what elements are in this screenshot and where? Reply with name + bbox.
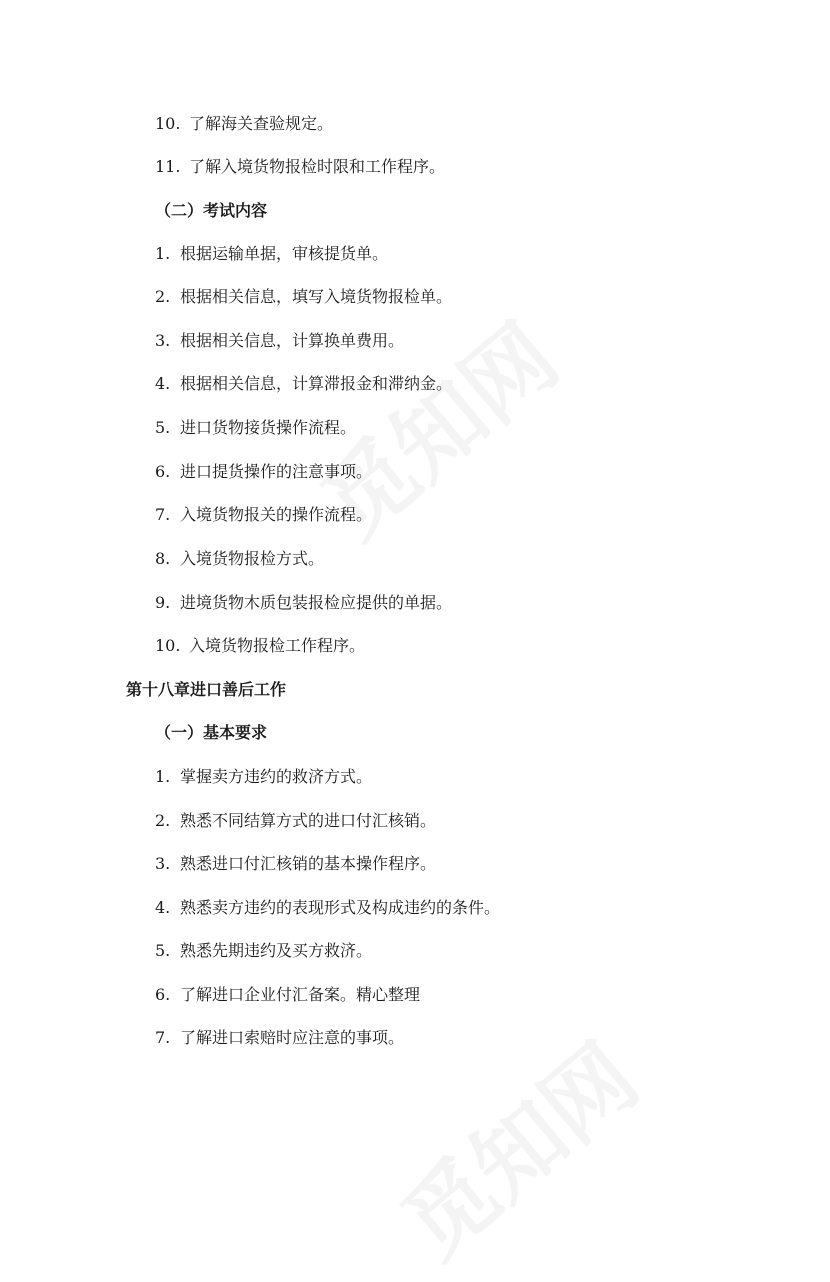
list-item xyxy=(155,985,420,1005)
list-item xyxy=(155,593,452,613)
list-item xyxy=(155,462,372,482)
list-item xyxy=(155,418,356,438)
chapter-title: 第十八章进口善后工作 xyxy=(126,680,287,699)
list-item-text: 熟悉卖方违约的表现形式及构成违约的条件。 xyxy=(180,898,501,917)
list-item-number: 11. xyxy=(155,157,181,176)
list-item-text: 入境货物报检工作程序。 xyxy=(189,636,366,655)
watermark xyxy=(370,1008,660,1281)
list-item-text: 根据相关信息，计算滞报金和滞纳金。 xyxy=(180,374,453,393)
list-item-number: 4. xyxy=(155,898,171,917)
list-item xyxy=(155,854,436,874)
list-item xyxy=(155,549,324,569)
list-item-text: 熟悉不同结算方式的进口付汇核销。 xyxy=(180,811,437,830)
section-heading: （二）考试内容 xyxy=(155,201,268,220)
list-item xyxy=(155,1028,404,1048)
list-item-text: 了解进口企业付汇备案。精心整理 xyxy=(180,985,421,1004)
list-item-number: 6. xyxy=(155,985,171,1004)
list-item-number: 7. xyxy=(155,1028,171,1047)
list-item-number: 4. xyxy=(155,374,171,393)
list-item xyxy=(155,114,333,134)
list-item-number: 1. xyxy=(155,244,171,263)
list-item-text: 根据相关信息，填写入境货物报检单。 xyxy=(180,287,453,306)
list-item-text: 入境货物报关的操作流程。 xyxy=(180,505,373,524)
list-item-text: 了解海关查验规定。 xyxy=(189,114,334,133)
list-item-text: 根据运输单据，审核提货单。 xyxy=(180,244,389,263)
list-item-number: 3. xyxy=(155,331,171,350)
list-item-number: 5. xyxy=(155,418,171,437)
section-heading: （一）基本要求 xyxy=(155,723,268,742)
list-item xyxy=(155,941,372,961)
list-item xyxy=(155,244,388,264)
list-item-number: 6. xyxy=(155,462,171,481)
list-item-text: 了解进口索赔时应注意的事项。 xyxy=(180,1028,405,1047)
list-item xyxy=(155,331,404,351)
list-item xyxy=(155,287,452,307)
list-item-number: 2. xyxy=(155,811,171,830)
list-item-number: 7. xyxy=(155,505,171,524)
list-item xyxy=(155,898,500,918)
list-item-text: 进口提货操作的注意事项。 xyxy=(180,462,373,481)
list-item xyxy=(155,767,372,787)
list-item xyxy=(155,374,452,394)
list-item-number: 2. xyxy=(155,287,171,306)
list-item-number: 10. xyxy=(155,636,181,655)
list-item-number: 8. xyxy=(155,549,171,568)
list-item-text: 进口货物接货操作流程。 xyxy=(180,418,357,437)
list-item-text: 掌握卖方违约的救济方式。 xyxy=(180,767,373,786)
list-item-number: 1. xyxy=(155,767,171,786)
list-item-number: 5. xyxy=(155,941,171,960)
list-item-text: 熟悉先期违约及买方救济。 xyxy=(180,941,373,960)
list-item xyxy=(155,505,372,525)
list-item xyxy=(155,811,436,831)
list-item-number: 10. xyxy=(155,114,181,133)
list-item-text: 了解入境货物报检时限和工作程序。 xyxy=(189,157,446,176)
list-item-number: 9. xyxy=(155,593,171,612)
list-item xyxy=(155,157,445,177)
list-item-text: 熟悉进口付汇核销的基本操作程序。 xyxy=(180,854,437,873)
list-item-text: 入境货物报检方式。 xyxy=(180,549,325,568)
list-item-number: 3. xyxy=(155,854,171,873)
list-item-text: 进境货物木质包装报检应提供的单据。 xyxy=(180,593,453,612)
list-item-text: 根据相关信息，计算换单费用。 xyxy=(180,331,405,350)
list-item xyxy=(155,636,365,656)
